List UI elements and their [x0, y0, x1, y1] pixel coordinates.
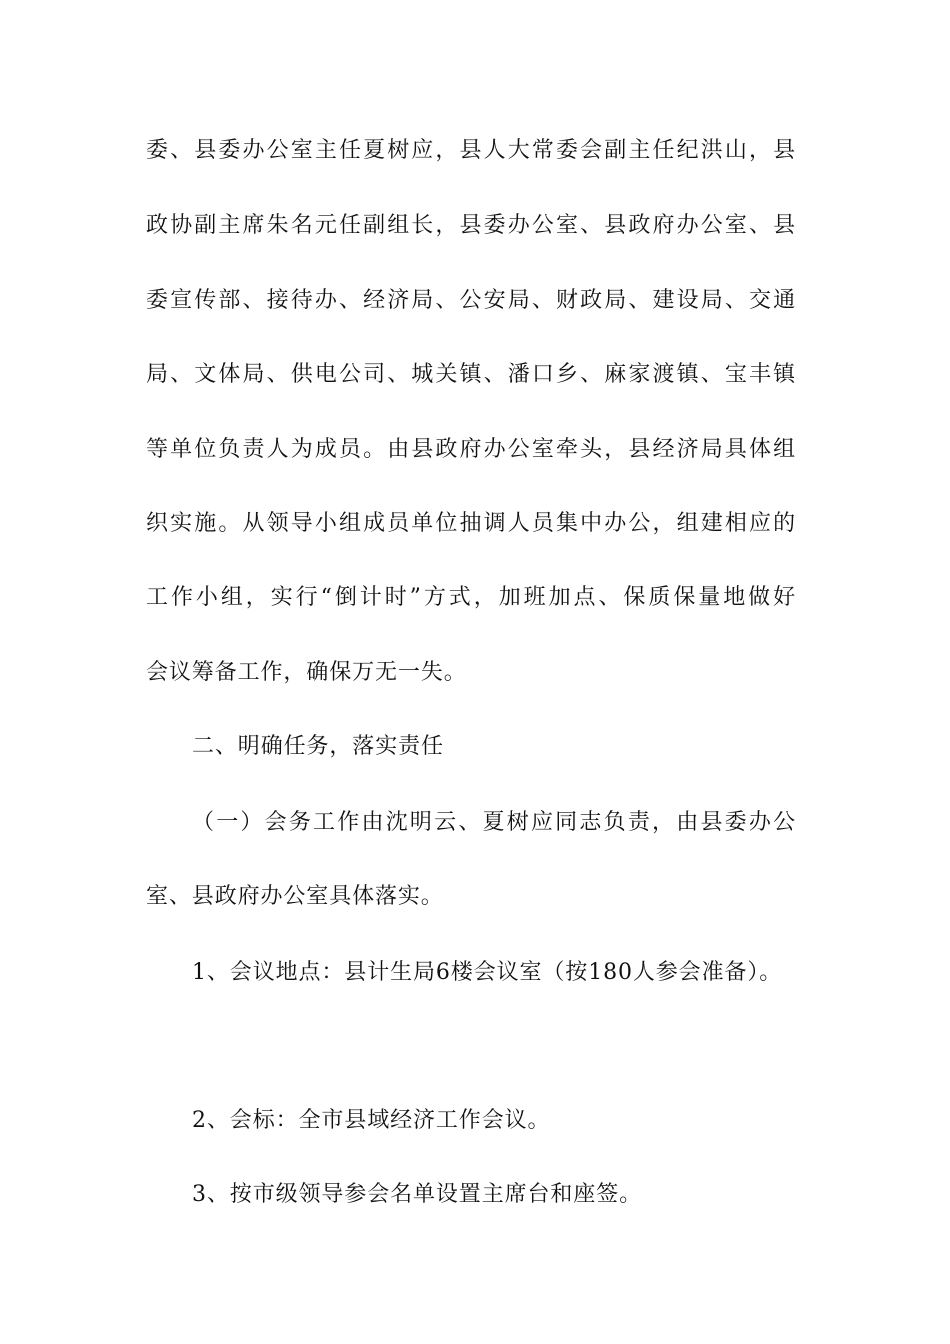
body-text-line: 等单位负责人为成员。由县政府办公室牵头，县经济局具体组 [146, 437, 796, 462]
body-text-line: 工作小组，实行“倒计时”方式，加班加点、保质保量地做好 [146, 585, 796, 610]
body-text-line: 政协副主席朱名元任副组长，县委办公室、县政府办公室、县 [146, 213, 796, 238]
body-text-line: 局、文体局、供电公司、城关镇、潘口乡、麻家渡镇、宝丰镇 [146, 362, 796, 387]
section-heading: 二、明确任务，落实责任 [192, 734, 444, 759]
list-item: 1、会议地点：县计生局6楼会议室（按180人参会准备）。 [192, 960, 783, 985]
body-text-line: 会议筹备工作，确保万无一失。 [146, 660, 467, 685]
body-text-line: 室、县政府办公室具体落实。 [146, 884, 444, 909]
list-item: 3、按市级领导参会名单设置主席台和座签。 [192, 1182, 642, 1207]
body-text-line: 织实施。从领导小组成员单位抽调人员集中办公，组建相应的 [146, 511, 796, 536]
list-item: 2、会标：全市县域经济工作会议。 [192, 1108, 551, 1133]
body-text-line: 委宣传部、接待办、经济局、公安局、财政局、建设局、交通 [146, 288, 796, 313]
body-text-line: 委、县委办公室主任夏树应，县人大常委会副主任纪洪山，县 [146, 138, 796, 163]
body-text-line: （一）会务工作由沈明云、夏树应同志负责，由县委办公 [192, 810, 796, 835]
